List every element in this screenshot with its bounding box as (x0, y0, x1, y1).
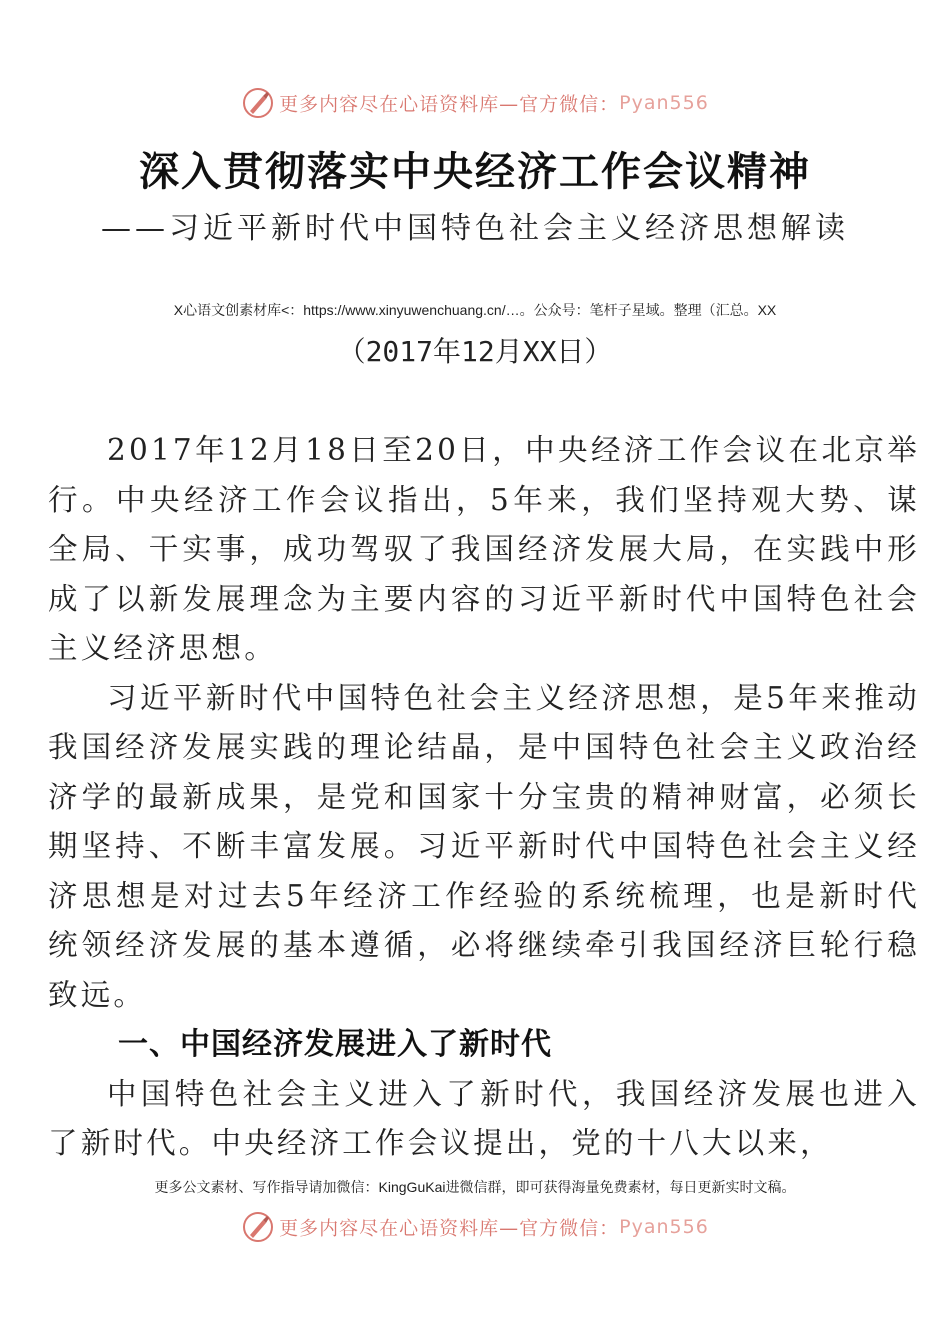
footer-banner (0, 1210, 950, 1244)
document-date: （2017年12月XX日） (337, 335, 613, 368)
document-body (48, 426, 920, 1169)
banner-wechat-id: Pyan556 (619, 1216, 709, 1238)
section-heading: 一、中国经济发展进入了新时代 (118, 1027, 552, 1062)
section-paragraph: 中国特色社会主义进入了新时代，我国经济发展也进入了新时代。中央经济工作会议提出，党的十八大以来， (48, 1076, 920, 1160)
banner-text: 更多内容尽在心语资料库—官方微信： (279, 93, 620, 116)
paragraph-2: 习近平新时代中国特色社会主义经济思想，是5年来推动我国经济发展实践的理论结晶，是中国特色社会主义政治经济学的最新成果，是党和国家十分宝贵的精神财富，必须长期坚持、不断丰富发展。习近平新时代中国特色社会主义经济思想是对过去5年经济工作经验的系统梳理，也是新时代统领经济发展的基本遵循，必将继续牵引我国经济巨轮行稳致远。 (48, 680, 920, 1012)
footer-note: 更多公文素材、写作指导请加微信：KingGuKai进微信群，即可获得海量免费素材，每日更新实时文稿。 (154, 1179, 796, 1195)
pen-logo-icon (241, 86, 275, 120)
paragraph-1: 2017年12月18日至20日，中央经济工作会议在北京举行。中央经济工作会议指出，5年来，我们坚持观大势、谋全局、干实事，成功驾驭了我国经济发展大局，在实践中形成了以新发展理念为主要内容的习近平新时代中国特色社会主义经济思想。 (48, 433, 920, 665)
header-banner (0, 86, 950, 120)
document-title: 深入贯彻落实中央经济工作会议精神 (139, 148, 811, 195)
document-subtitle: ——习近平新时代中国特色社会主义经济思想解读 (101, 211, 849, 246)
banner-text: 更多内容尽在心语资料库—官方微信： (279, 1217, 620, 1240)
banner-wechat-id: Pyan556 (619, 92, 709, 114)
pen-logo-icon (241, 1210, 275, 1244)
source-line: X心语文创素材库<：https://www.xinyuwenchuang.cn/…。公众号：笔杆子星域。整理（汇总。XX (173, 302, 777, 318)
